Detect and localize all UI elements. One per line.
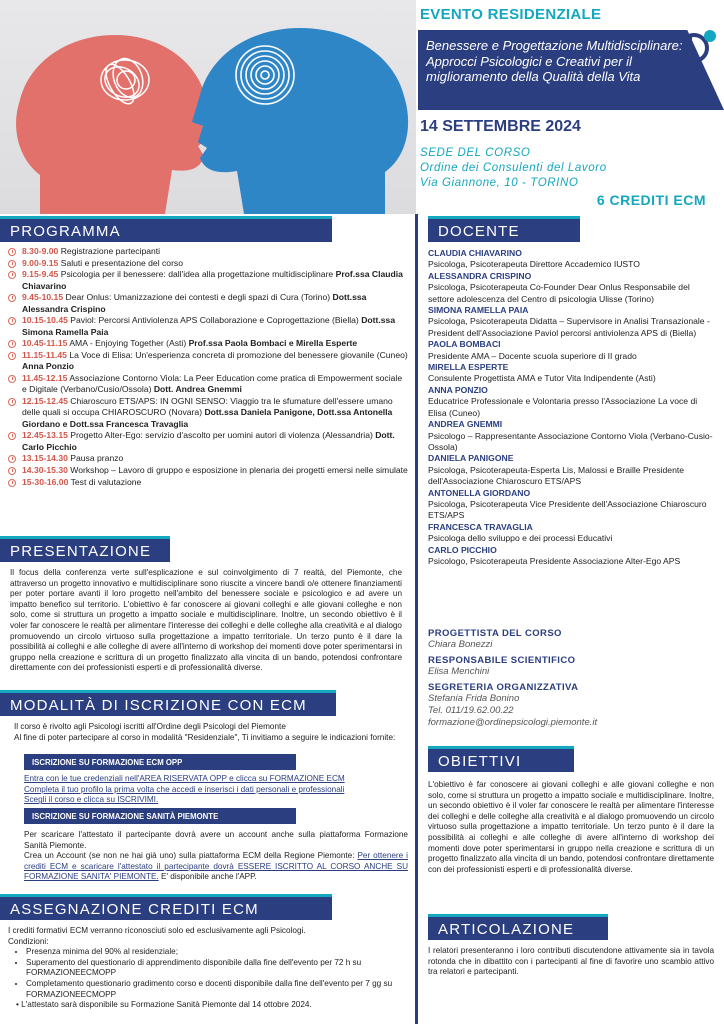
program-item: 9.00-9.15 Saluti e presentazione del corso [8,258,408,269]
docente-name: ALESSANDRA CRISPINO [428,270,532,281]
docenti-list [428,248,718,567]
docente-name: PAOLA BOMBACI [428,339,501,350]
docente-name: ANDREA GNEMMI [428,419,503,430]
program-item: 15-30-16.00 Test di valutazione [8,477,408,488]
assegnazione-heading: ASSEGNAZIONE CREDITI ECM [0,894,332,920]
program-item: 11.15-11.45 La Voce di Elisa: Un'esperienza concreta di promozione del benessere giovanile (Cuneo) Anna Ponzio [8,350,408,373]
docente-name: ANTONELLA GIORDANO [428,487,531,498]
docente-desc: Psicologa, Psicoterapeuta Didatta – Supervisore in Analisi Transazionale - President dell'Associazione Paviol percorsi antiviolenza APS di (Biella) [428,316,710,338]
program-list [8,246,408,488]
program-item: 13.15-14.30 Pausa pranzo [8,453,408,464]
assegnazione-block: I crediti formativi ECM verranno riconosciuti solo ed esclusivamente agli Psicologi. Condizioni: • Presenza minima del 90% al residenziale; • Superamento del questionario di apprendimento disponibile dalla fine dell'evento per 72 h su FORMAZIONEECMOPP • Completamento questionario gradimento corso e docenti disponibile dalla fine dell'evento per 7 gg su FORMAZIONEECMOPP • L'attestato sarà disponibile su Formazione Sanità Piemonte dal 14 ottobre 2024. [8,926,408,1011]
articolazione-heading: ARTICOLAZIONE [428,914,608,940]
docente-desc: Psicologa dello sviluppo e dei processi Educativi [428,533,613,544]
condition-item: • Superamento del questionario di apprendimento disponibile dalla fine dell'evento per 72 h su FORMAZIONEECMOPP [26,958,408,979]
obiettivi-text: L'obiettivo è far conoscere ai giovani colleghi e alle giovani colleghe e non solo, come si struttura un progetto a impatto sociale e multidisciplinare. Inoltre, un secondo obiettivo è il voler far conoscere le realtà per alimentare l'interesse dei colleghi e delle colleghe alla creatività e al dialogo promuovendo un circolo virtuoso sulla progettazione a impatto territoriale. Un terzo punto è il dare la possibilità ai colleghi e alle colleghe di avere all'interno di workshop dei momenti dove poter sperimentarsi in gruppo nella creazione e scrittura di un progetto finalizzato alla vincita di un bando, potendosi confrontare direttamente con dei professionisti esperti e di professionalità diverse. [428,780,714,874]
docente-item [428,522,718,545]
hero-image [0,0,416,214]
docente-item [428,362,718,385]
clock-icon [8,294,16,302]
condition-item: • Completamento questionario gradimento corso e docenti disponibile dalla fine dell'evento per 7 gg su FORMAZIONEECMOPP [26,979,408,1000]
docente-name: CARLO PICCHIO [428,544,497,555]
program-item: 10.15-10.45 Paviol: Percorsi Antiviolenza APS Collaborazione e Coprogettazione (Biella) Dott.ssa Simona Ramella Paia [8,315,408,338]
docente-desc: Psicologa, Psicoterapeuta Co-Founder Dear Onlus Responsabile del settore adolescenza del Centro di psicologia Ulisse (Torino) [428,282,690,304]
program-item: 12.45-13.15 Progetto Alter-Ego: servizio d'ascolto per uomini autori di violenza (Alessandria) Dott. Carlo Picchio [8,430,408,453]
program-item: 12.15-12.45 Chiaroscuro ETS/APS: IN OGNI SENSO: Viaggio tra le sfumature dell'essere umano delle quali si occupa CHIAROSCURO (Novara) Dott.ssa Daniela Panigone, Dott.ssa Antonella Giordano e Dott.ssa Francesca Travaglia [8,396,408,430]
clock-icon [8,479,16,487]
docente-desc: Psicologa, Psicoterapeuta Vice Presidente dell'Associazione Chiaroscuro ETS/APS [428,498,707,521]
segreteria-name: Stefania Frida Bonino [428,693,520,704]
clock-icon [8,432,16,440]
docente-heading: DOCENTE [428,216,580,242]
iscrizione-opp-box: ISCRIZIONE SU FORMAZIONE ECM OPP [24,754,296,770]
responsabile-name: Elisa Menchini [428,666,490,677]
obiettivi-heading: OBIETTIVI [428,746,574,772]
clock-icon [8,398,16,406]
staff-block [428,628,718,733]
docente-desc: Psicologa, Psicoterapeuta-Esperta Lis, Malossi e Braille Presidente dell'Associazione Chiaroscuro ETS/APS [428,464,685,487]
conditions-list [26,947,408,1000]
ecm-credits: 6 CREDITI ECM [596,192,706,208]
docente-name: FRANCESCA TRAVAGLIA [428,521,533,532]
sanita-piemonte-link[interactable]: Per ottenere i crediti ECM e scaricare l'attestato il partecipante dovrà ESSERE ISCRITTO AL CORSO ANCHE SU FORMAZIONE SANITA' PIEMONTE. [24,851,408,882]
clock-icon [8,455,16,463]
docente-item [428,385,718,419]
docente-desc: Psicologo – Rappresentante Associazione Contorno Viola (Verbano-Cusio-Ossola) [428,430,713,452]
responsabile-label: RESPONSABILE SCIENTIFICO [428,655,576,666]
heads-illustration [0,0,416,214]
presentazione-heading: PRESENTAZIONE [0,536,170,562]
docente-name: DANIELA PANIGONE [428,453,514,464]
iscrizione-sanita-box: ISCRIZIONE SU FORMAZIONE SANITÀ PIEMONTE [24,808,296,824]
docente-name: SIMONA RAMELLA PAIA [428,305,529,316]
event-type: EVENTO RESIDENZIALE [420,6,602,23]
modalita-heading: MODALITÀ DI ISCRIZIONE CON ECM [0,690,336,716]
progettista-name: Chiara Bonezzi [428,639,493,650]
clock-icon [8,375,16,383]
area-riservata-link[interactable]: Entra con le tue credenziali nell'AREA RISERVATA OPP e clicca su FORMAZIONE ECM [24,774,345,783]
segreteria-tel: Tel. 011/19.62.00.22 [428,705,514,716]
program-item: 9.45-10.15 Dear Onlus: Umanizzazione dei contesti e degli spazi di Cura (Torino) Dott.ssa Alessandra Crispino [8,292,408,315]
column-divider [415,214,418,1024]
docente-item [428,248,718,271]
venue [420,146,607,191]
program-item: 8.30-9.00 Registrazione partecipanti [8,246,408,257]
docente-item [428,488,718,522]
segreteria-label: SEGRETERIA ORGANIZZATIVA [428,682,579,693]
programma-heading: PROGRAMMA [0,216,332,242]
clock-icon [8,467,16,475]
event-title: Benessere e Progettazione Multidisciplinare: Approcci Psicologici e Creativi per il miglioramento della Qualità della Vita [426,38,683,84]
completa-profilo-link[interactable]: Completa il tuo profilo la prima volta che accedi e inserisci i dati personali e professionali [24,784,345,794]
docente-desc: Psicologa, Psicoterapeuta Direttore Accademico IUSTO [428,259,640,270]
articolazione-text: I relatori presenteranno i loro contributi discutendone attivamente sia in tavola rotonda che in dibattito con i partecipanti al fine di favorire uno scambio attivo tra relatori e partecipanti. [428,946,714,977]
program-item: 14.30-15.30 Workshop – Lavoro di gruppo e esposizione in plenaria dei progetti emersi nelle simulate [8,465,408,476]
clock-icon [8,317,16,325]
docente-desc: Consulente Progettista AMA e Tutor Vita Indipendente (Asti) [428,373,656,384]
clock-icon [8,352,16,360]
iscriviti-link[interactable]: Scegli il corso e clicca su ISCRIVIMI. [24,795,159,805]
progettista-label: PROGETTISTA DEL CORSO [428,628,562,639]
attestato-note: • L'attestato sarà disponibile su Formazione Sanità Piemonte dal 14 ottobre 2024. [16,1000,312,1010]
docente-item [428,453,718,487]
docente-desc: Presidente AMA – Docente scuola superiore di II grado [428,350,637,361]
condition-item: • Presenza minima del 90% al residenziale; [26,947,408,958]
program-item: 10.45-11.15 AMA - Enjoying Together (Asti) Prof.ssa Paola Bombaci e Mirella Esperte [8,338,408,349]
program-item: 9.15-9.45 Psicologia per il benessere: dall'idea alla progettazione multidisciplinare Prof.ssa Claudia Chiavarino [8,269,408,292]
docente-item [428,305,718,339]
clock-icon [8,260,16,268]
docente-desc: Educatrice Professionale e Volontaria presso l'Associazione La voce di Elisa (Cuneo) [428,396,698,418]
modalita-intro: Il corso è rivolto agli Psicologi iscritti all'Ordine degli Psicologi del Piemonte Al fine di poter partecipare al corso in modalità "Residenziale", Ti invitiamo a seguire le indicazioni fornite: [14,722,396,742]
venue-name: Ordine dei Consulenti del Lavoro [420,162,607,174]
docente-item [428,339,718,362]
docente-item [428,419,718,453]
venue-address: Via Giannone, 10 - TORINO [420,177,579,189]
iscrizione-opp-steps [24,774,404,806]
iscrizione-sanita-text: Per scaricare l'attestato il partecipante dovrà avere un account anche sulla piattaforma Formazione Sanità Piemonte. Crea un Account (se non ne hai già uno) sulla piattaforma ECM della Regione Piemonte: Per ottenere i crediti ECM e scaricare l'attestato il partecipante dovrà ESSERE ISCRITTO AL CORSO ANCHE SU FORMAZIONE SANITA' PIEMONTE. E' disponibile anche l'APP. [24,830,408,882]
segreteria-email[interactable]: formazione@ordinepsicologi.piemonte.it [428,717,598,728]
event-date: 14 SETTEMBRE 2024 [420,118,581,135]
presentazione-text: Il focus della conferenza verte sull'esplicazione e sul coinvolgimento di 7 realtà, del Piemonte, che attraverso un progetto innovativo e multidisciplinare sono riuscite a vincere bandi o/e ottenere finanziamenti per poter portare avanti il loro progetto nell'ambito del benessere sociale e psicologico e ad avere un impatto benefico sul territorio. L'obiettivo è far conoscere ai giovani colleghi e alle giovani colleghe e non solo, come si struttura un progetto a impatto sociale e multidisciplinare. Inoltre, un secondo obiettivo è il voler far conoscere le realtà per alimentare l'interesse dei colleghi e delle colleghe alla creatività e al dialogo promuovendo un circolo virtuoso sulla progettazione a impatto territoriale. Un terzo punto è il dare la possibilità ai colleghi e alle colleghe di avere all'interno di workshop dei momenti dove poter sperimentarsi in gruppo nella creazione e scrittura di un progetto finalizzato alla vincita di un bando, potendosi confrontare direttamente con dei professionisti esperti e di professionalità diverse. [10,568,402,673]
venue-label: SEDE DEL CORSO [420,147,531,159]
clock-icon [8,248,16,256]
docente-item [428,545,718,568]
docente-name: CLAUDIA CHIAVARINO [428,248,522,258]
docente-item [428,271,718,305]
clock-icon [8,340,16,348]
docente-desc: Psicologo, Psicoterapeuta Presidente Associazione Alter-Ego APS [428,555,681,566]
program-item: 11.45-12.15 Associazione Contorno Viola: La Peer Education come pratica di Empowerment sociale e Digitale (Verbano/Cusio/Ossola) Dott. Andrea Gnemmi [8,373,408,396]
docente-name: ANNA PONZIO [428,384,488,395]
clock-icon [8,271,16,279]
docente-name: MIRELLA ESPERTE [428,362,509,373]
